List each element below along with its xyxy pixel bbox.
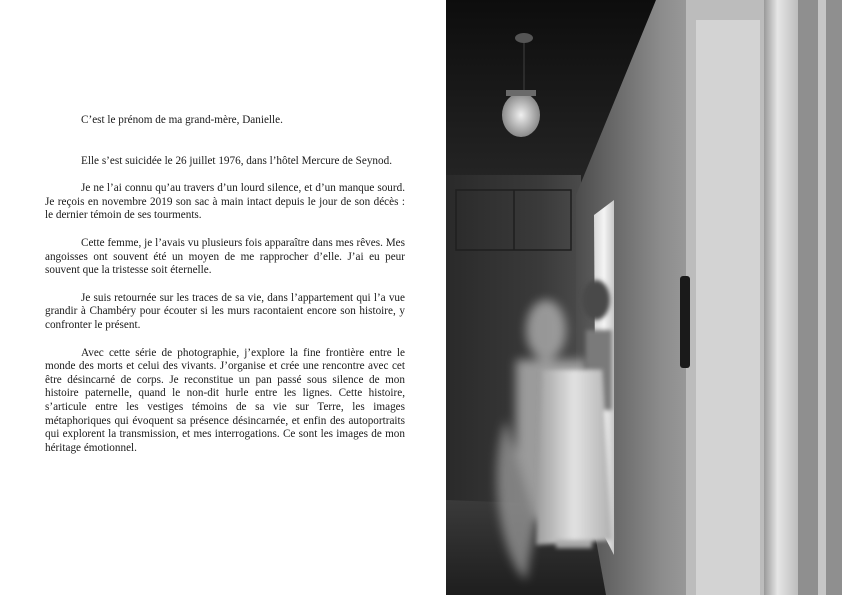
text-column (45, 114, 405, 469)
paragraph-1: C’est le prénom de ma grand-mère, Danielle. (81, 114, 283, 126)
paragraph-5: Je suis retournée sur les traces de sa vie, dans l’appartement qui l’a vue grandir à Chambéry pour écouter si les murs racontaient encore son histoire, y confronter le présent. (45, 291, 405, 331)
photograph-image (446, 0, 842, 595)
paragraph-2: Elle s’est suicidée le 26 juillet 1976, dans l’hôtel Mercure de Seynod. (81, 154, 392, 167)
hallway-photograph (446, 0, 842, 595)
paragraph-4: Cette femme, je l’avais vu plusieurs fois apparaître dans mes rêves. Mes angoisses ont souvent été un moyen de me rapprocher d’elle. J’ai eu peur souvent que la tristesse soit éternelle. (45, 236, 405, 277)
paragraph-6: Avec cette série de photographie, j’explore la fine frontière entre le monde des morts et celui des vivants. J’organise et crée une rencontre avec cet être désincarné de corps. Je reconstitue un pan passé sous silence de mon histoire paternelle, quand le non-dit hurle entre les lignes. Cette histoire, s’articule entre les vestiges témoins de sa vie sur Terre, les images métaphoriques qui évoquent sa présence désincarnée, et enfin des autoportraits qui explorent la transmission, et mes interrogations. Ce sont les images de mon héritage émotionnel. (45, 346, 405, 454)
paragraph-3: Je ne l’ai connu qu’au travers d’un lourd silence, et d’un manque sourd. Je reçois en novembre 2019 son sac à main intact depuis le jour de son décès : le dernier témoin de ses tourments. (45, 182, 405, 222)
